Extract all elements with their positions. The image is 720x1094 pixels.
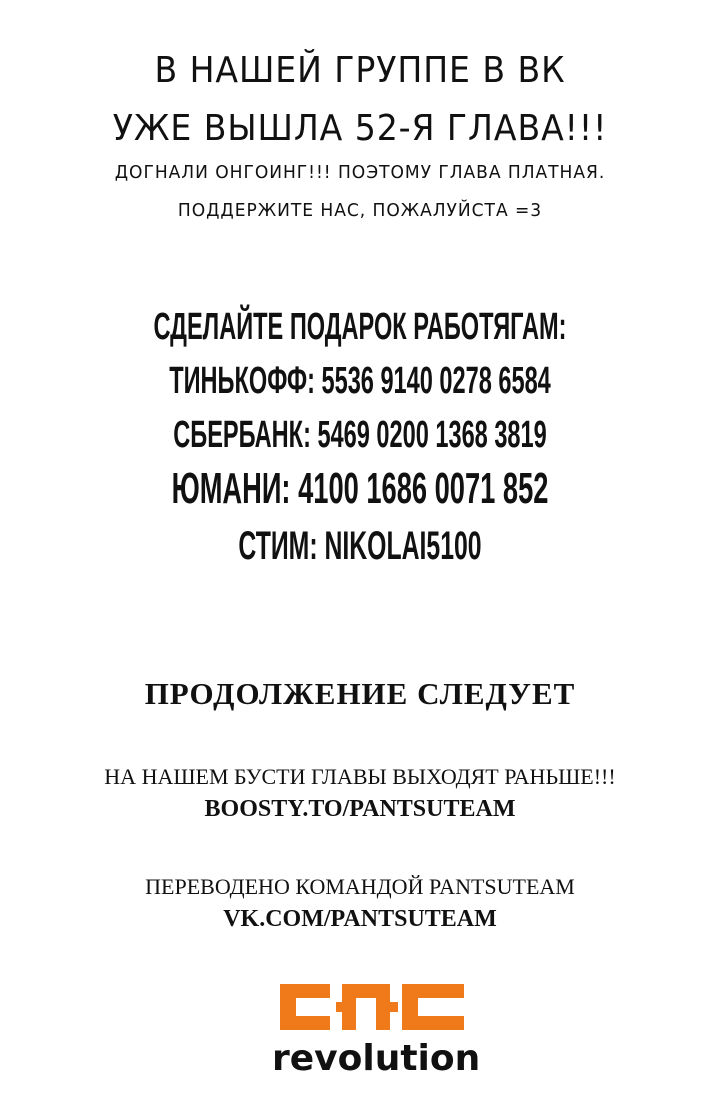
donate-title: СДЕЛАЙТЕ ПОДАРОК РАБОТЯГАМ: [153, 306, 567, 348]
translated-text: ПЕРЕВОДЕНО КОМАНДОЙ PANTSUTEAM [145, 874, 575, 899]
header-line-support: ПОДДЕРЖИТЕ НАС, ПОЖАЛУЙСТА =3 [177, 200, 543, 221]
logo-letter-c-right [402, 984, 464, 1030]
header-line-ongoing: ДОГНАЛИ ОНГОИНГ!!! ПОЭТОМУ ГЛАВА ПЛАТНАЯ. [114, 162, 606, 183]
vk-link[interactable]: VK.COM/PANTSUTEAM [223, 906, 497, 932]
logo-dot-right [390, 1002, 398, 1012]
cnc-logo-mark [272, 976, 472, 1038]
donate-yoomoney: ЮМАНИ: 4100 1686 0071 852 [171, 464, 549, 513]
donate-steam: СТИМ: NIKOLAI5100 [238, 524, 482, 568]
boosty-text: НА НАШЕМ БУСТИ ГЛАВЫ ВЫХОДЯТ РАНЬШЕ!!! [104, 764, 616, 789]
to-be-continued: ПРОДОЛЖЕНИЕ СЛЕДУЕТ [144, 676, 576, 711]
logo-letter-c-left [280, 984, 330, 1030]
cnc-revolution-logo [272, 976, 481, 1084]
header-line-chapter: УЖЕ ВЫШЛА 52-Я ГЛАВА!!! [112, 108, 608, 149]
logo-wordmark: revolution [272, 1038, 481, 1079]
logo-dot-left [336, 1002, 344, 1012]
logo-letter-n [342, 984, 390, 1030]
header-line-group: В НАШЕЙ ГРУППЕ В ВК [154, 50, 566, 91]
donate-sberbank: СБЕРБАНК: 5469 0200 1368 3819 [173, 414, 547, 456]
donate-tinkoff: ТИНЬКОФФ: 5536 9140 0278 6584 [169, 360, 551, 402]
boosty-link[interactable]: BOOSTY.TO/PANTSUTEAM [204, 796, 516, 822]
